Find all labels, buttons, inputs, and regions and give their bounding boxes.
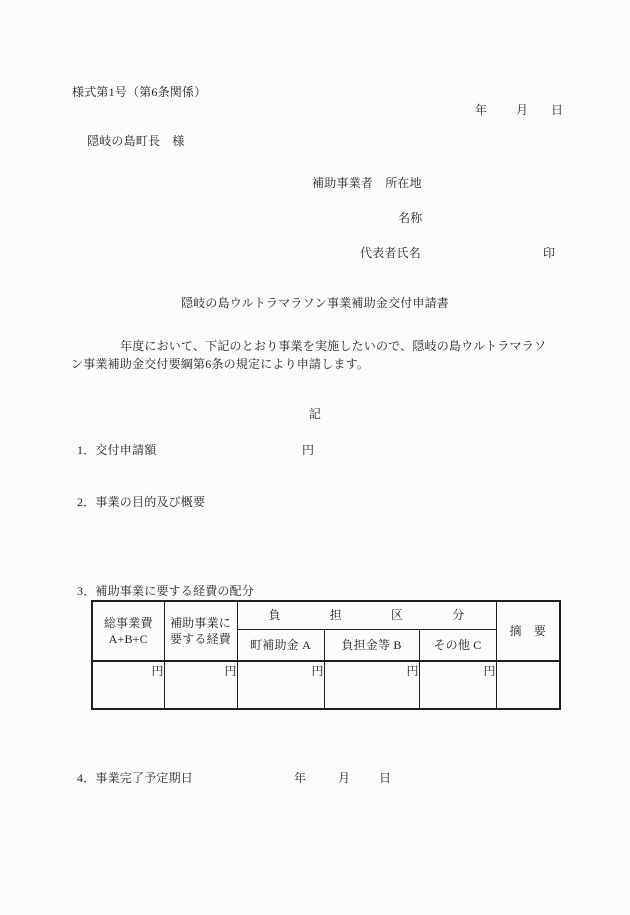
- table-header-total-cost-line1: 総事業費: [103, 616, 153, 630]
- item4-label: 4．事業完了予定期日: [77, 771, 194, 785]
- table-header-total-cost: [92, 601, 164, 661]
- item1-label: 1．交付申請額: [77, 443, 157, 457]
- applicant-location-label: 補助事業者 所在地: [312, 176, 422, 190]
- item4-day-label: 日: [379, 771, 392, 785]
- burden-char-2: 担: [329, 608, 342, 623]
- table-header-total-cost-line2: A+B+C: [108, 632, 148, 646]
- body-paragraph-line2: ン事業補助金交付要綱第6条の規定により申請します。: [71, 357, 370, 371]
- seal-mark: 印: [543, 246, 556, 260]
- header-month-label: 月: [516, 103, 529, 117]
- table-cell-expense-yen: 円: [164, 661, 237, 709]
- applicant-name-label: 名称: [398, 211, 423, 225]
- table-cell-total-yen: 円: [92, 661, 164, 709]
- item4-year-label: 年: [294, 771, 307, 785]
- burden-char-1: 負: [268, 608, 281, 623]
- addressee: 隠岐の島町長 様: [87, 134, 185, 148]
- burden-group-label: [238, 607, 496, 623]
- item3-label: 3．補助事業に要する経費の配分: [77, 584, 255, 598]
- table-header-burden-fee: 負担金等 B: [324, 629, 419, 661]
- header-year-label: 年: [475, 103, 488, 117]
- table-header-burden-group: [237, 601, 496, 629]
- table-header-project-expense-line2: 要する経費: [169, 632, 231, 646]
- applicant-representative-label: 代表者氏名: [360, 246, 422, 260]
- item4-month-label: 月: [338, 771, 351, 785]
- cost-allocation-table: [91, 600, 561, 710]
- table-header-other: その他 C: [419, 629, 496, 661]
- burden-char-3: 区: [391, 608, 404, 623]
- table-header-project-expense-line1: 補助事業に: [169, 616, 231, 630]
- table-cell-burden-fee-yen: 円: [324, 661, 419, 709]
- header-day-label: 日: [551, 103, 564, 117]
- table-header-remarks: 摘 要: [496, 601, 560, 661]
- table-cell-remarks: [496, 661, 560, 709]
- table-header-town-subsidy: 町補助金 A: [237, 629, 324, 661]
- ki-marker: 記: [308, 407, 322, 421]
- item2-label: 2．事業の目的及び概要: [77, 495, 206, 509]
- body-paragraph-line1: 年度において、下記のとおり事業を実施したいので、隠岐の島ウルトラマラソ: [120, 339, 547, 353]
- form-number: 様式第1号（第6条関係）: [72, 85, 207, 99]
- table-cell-town-subsidy-yen: 円: [237, 661, 324, 709]
- table-header-project-expense: [164, 601, 237, 661]
- burden-char-4: 分: [452, 608, 465, 623]
- table-cell-other-yen: 円: [419, 661, 496, 709]
- document-title: 隠岐の島ウルトラマラソン事業補助金交付申請書: [180, 296, 450, 310]
- item1-yen-unit: 円: [302, 443, 315, 457]
